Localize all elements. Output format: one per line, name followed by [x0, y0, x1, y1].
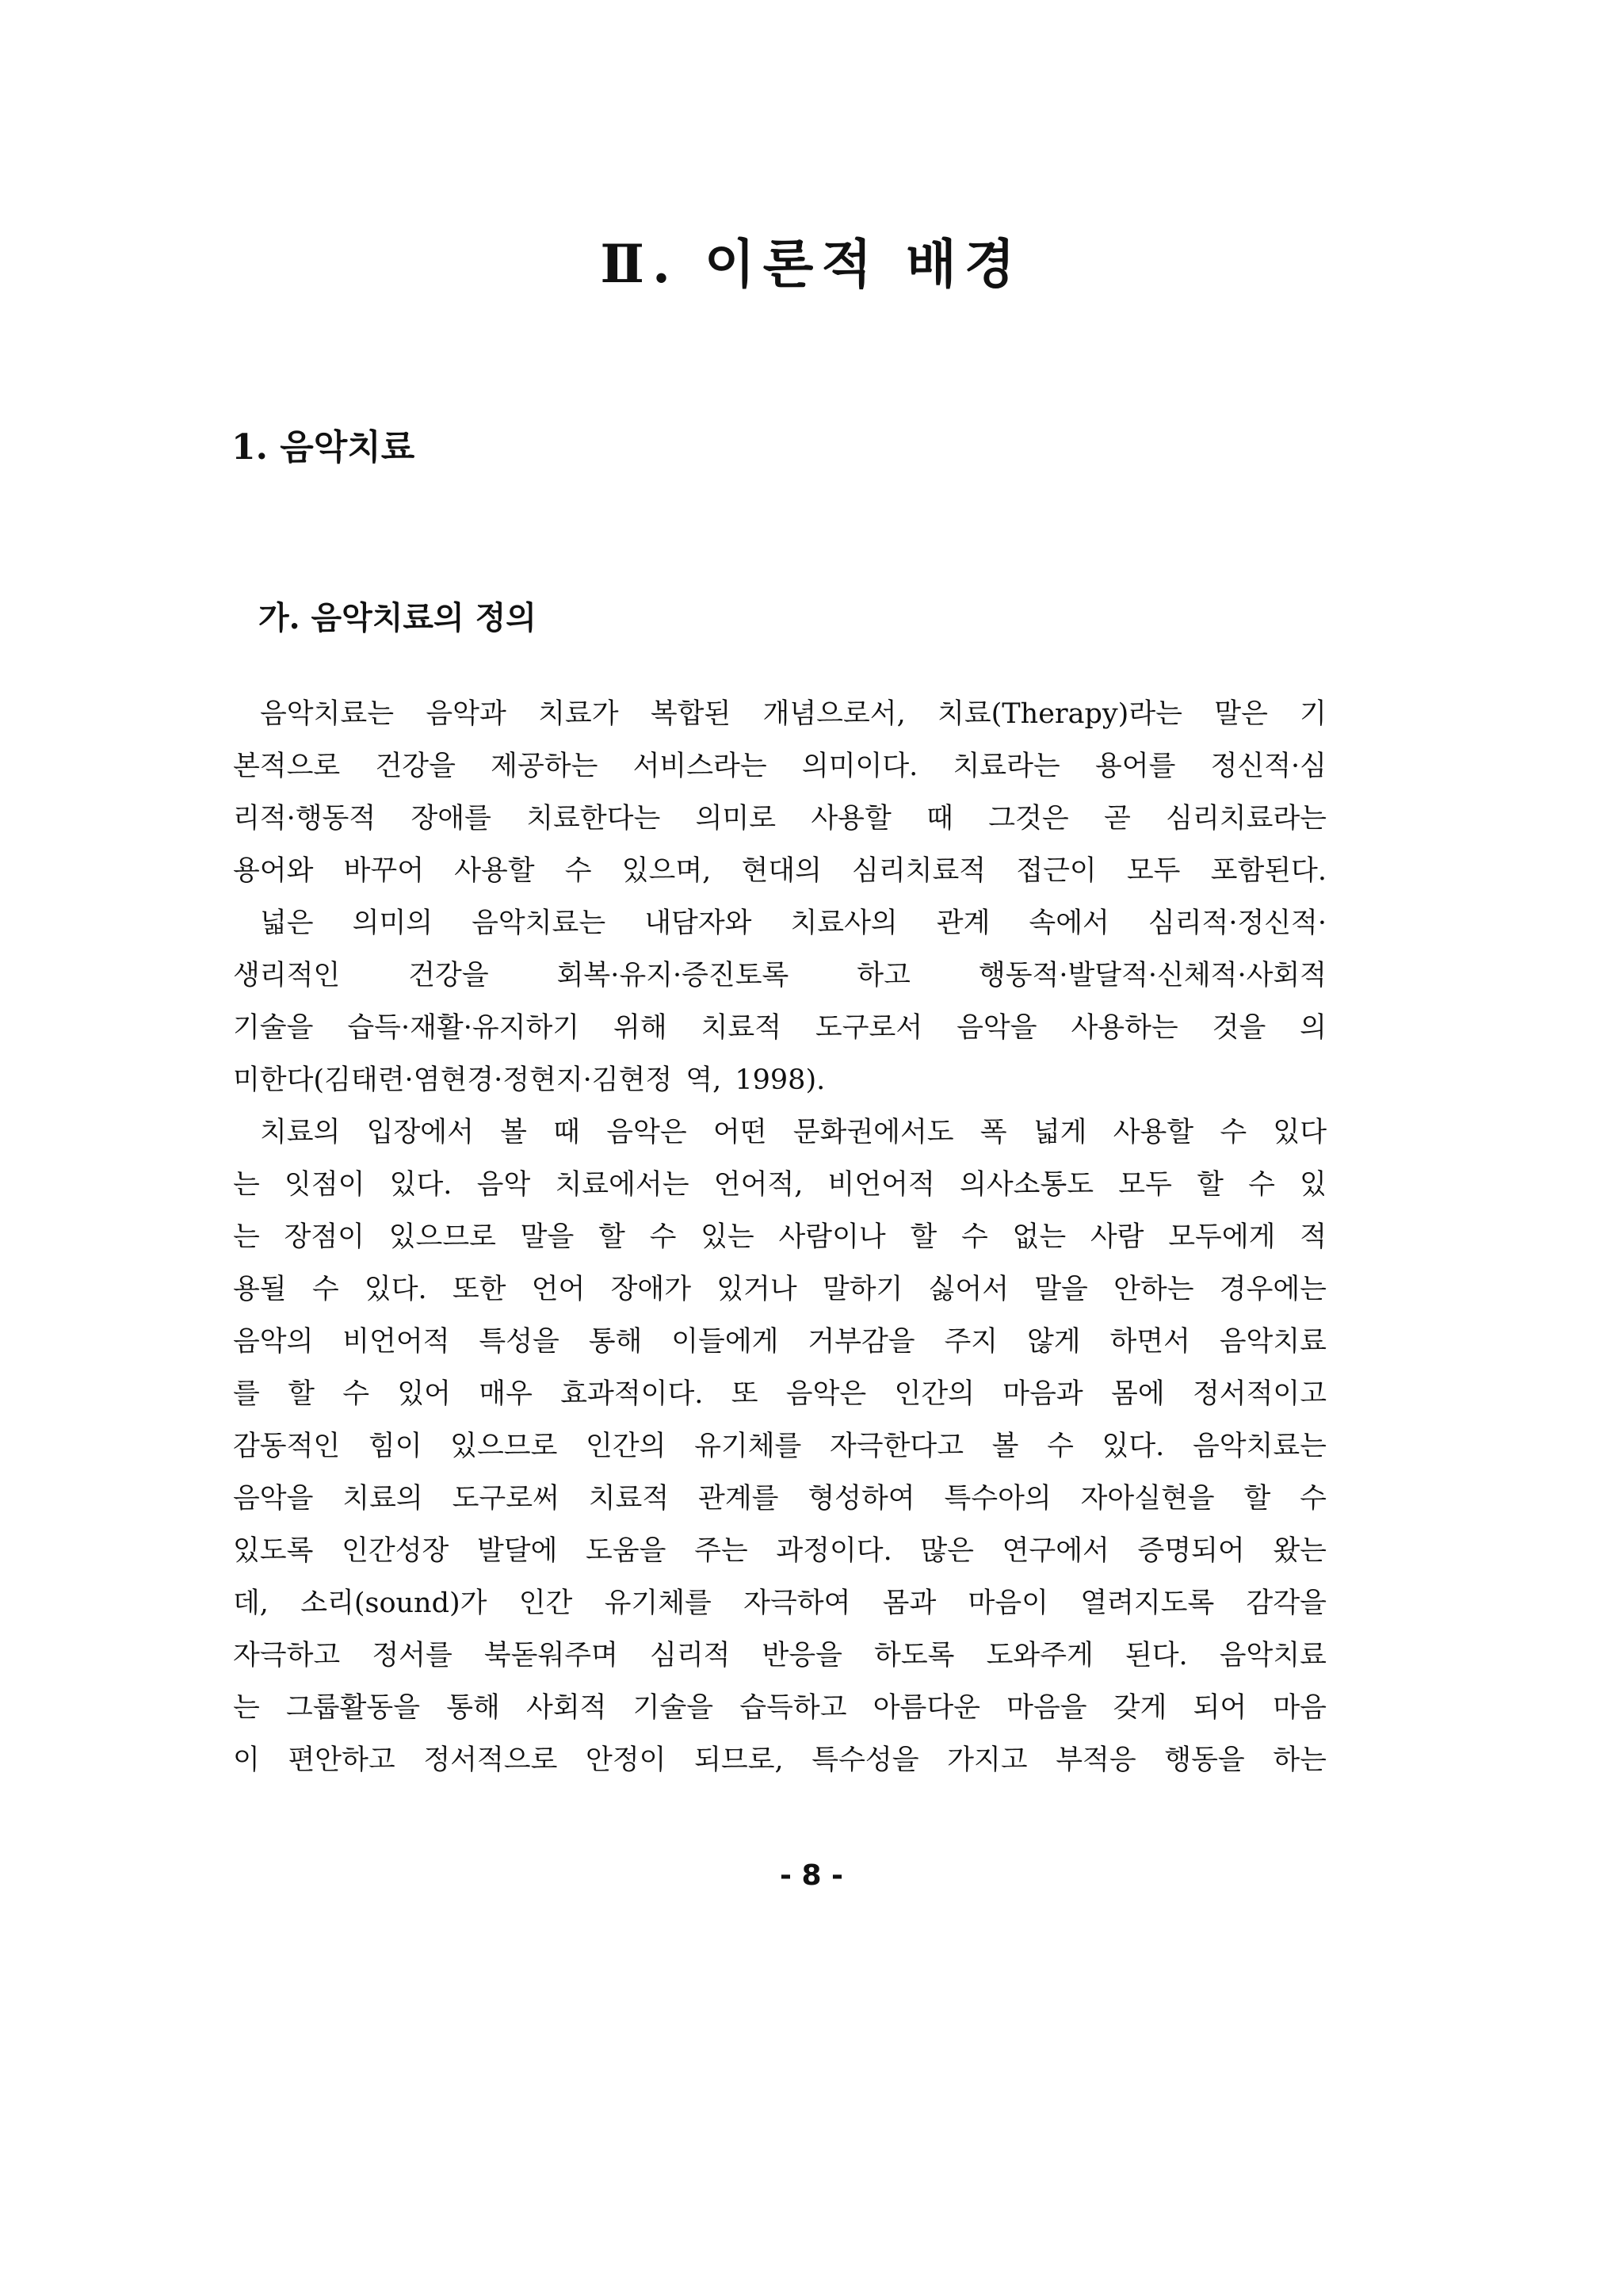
text-line: 자극하고 정서를 북돋워주며 심리적 반응을 하도록 도와주게 된다. 음악치료 [233, 1640, 1327, 1671]
text-line: 음악의 비언어적 특성을 통해 이들에게 거부감을 주지 않게 하면서 음악치료 [233, 1326, 1327, 1358]
text-line: 음악치료는 음악과 치료가 복합된 개념으로서, 치료(Therapy)라는 말은 기 [260, 698, 1327, 730]
text-line: 는 잇점이 있다. 음악 치료에서는 언어적, 비언어적 의사소통도 모두 할 수 있 [233, 1169, 1327, 1201]
text-line: 는 장점이 있으므로 말을 할 수 있는 사람이나 할 수 없는 사람 모두에게 적 [233, 1221, 1327, 1253]
text-line: 생리적인 건강을 회복·유지·증진토록 하고 행동적·발달적·신체적·사회적 [233, 960, 1327, 991]
page-number: - 8 - [780, 1859, 843, 1892]
section-title: 1. 음악치료 [231, 427, 415, 468]
text-line: 이 편안하고 정서적으로 안정이 되므로, 특수성을 가지고 부적응 행동을 하는 [233, 1744, 1327, 1776]
text-line: 감동적인 힘이 있으므로 인간의 유기체를 자극한다고 볼 수 있다. 음악치료는 [233, 1431, 1327, 1462]
chapter-title: Ⅱ. 이론적 배경 [600, 233, 1023, 295]
text-line: 를 할 수 있어 매우 효과적이다. 또 음악은 인간의 마음과 몸에 정서적이고 [233, 1378, 1327, 1410]
text-line: 본적으로 건강을 제공하는 서비스라는 의미이다. 치료라는 용어를 정신적·심 [233, 751, 1327, 782]
text-line: 기술을 습득·재활·유지하기 위해 치료적 도구로서 음악을 사용하는 것을 의 [233, 1012, 1327, 1044]
text-line: 있도록 인간성장 발달에 도움을 주는 과정이다. 많은 연구에서 증명되어 왔는 [233, 1535, 1327, 1567]
text-line: 넓은 의미의 음악치료는 내담자와 치료사의 관계 속에서 심리적·정신적· [260, 907, 1327, 939]
subsection-title: 가. 음악치료의 정의 [258, 599, 537, 636]
text-line: 데, 소리(sound)가 인간 유기체를 자극하여 몸과 마음이 열려지도록 감각을 [233, 1587, 1327, 1619]
text-line: 는 그룹활동을 통해 사회적 기술을 습득하고 아름다운 마음을 갖게 되어 마음 [233, 1692, 1327, 1724]
text-line: 미한다(김태련·염현경·정현지·김현정 역, 1998). [233, 1064, 826, 1096]
text-line: 리적·행동적 장애를 치료한다는 의미로 사용할 때 그것은 곧 심리치료라는 [233, 803, 1327, 835]
text-line: 용될 수 있다. 또한 언어 장애가 있거나 말하기 싫어서 말을 안하는 경우에는 [233, 1274, 1327, 1305]
text-line: 음악을 치료의 도구로써 치료적 관계를 형성하여 특수아의 자아실현을 할 수 [233, 1483, 1327, 1515]
body-text [233, 688, 1327, 1786]
text-line: 용어와 바꾸어 사용할 수 있으며, 현대의 심리치료적 접근이 모두 포함된다. [233, 855, 1327, 887]
text-line: 치료의 입장에서 볼 때 음악은 어떤 문화권에서도 폭 넓게 사용할 수 있다 [260, 1117, 1327, 1148]
